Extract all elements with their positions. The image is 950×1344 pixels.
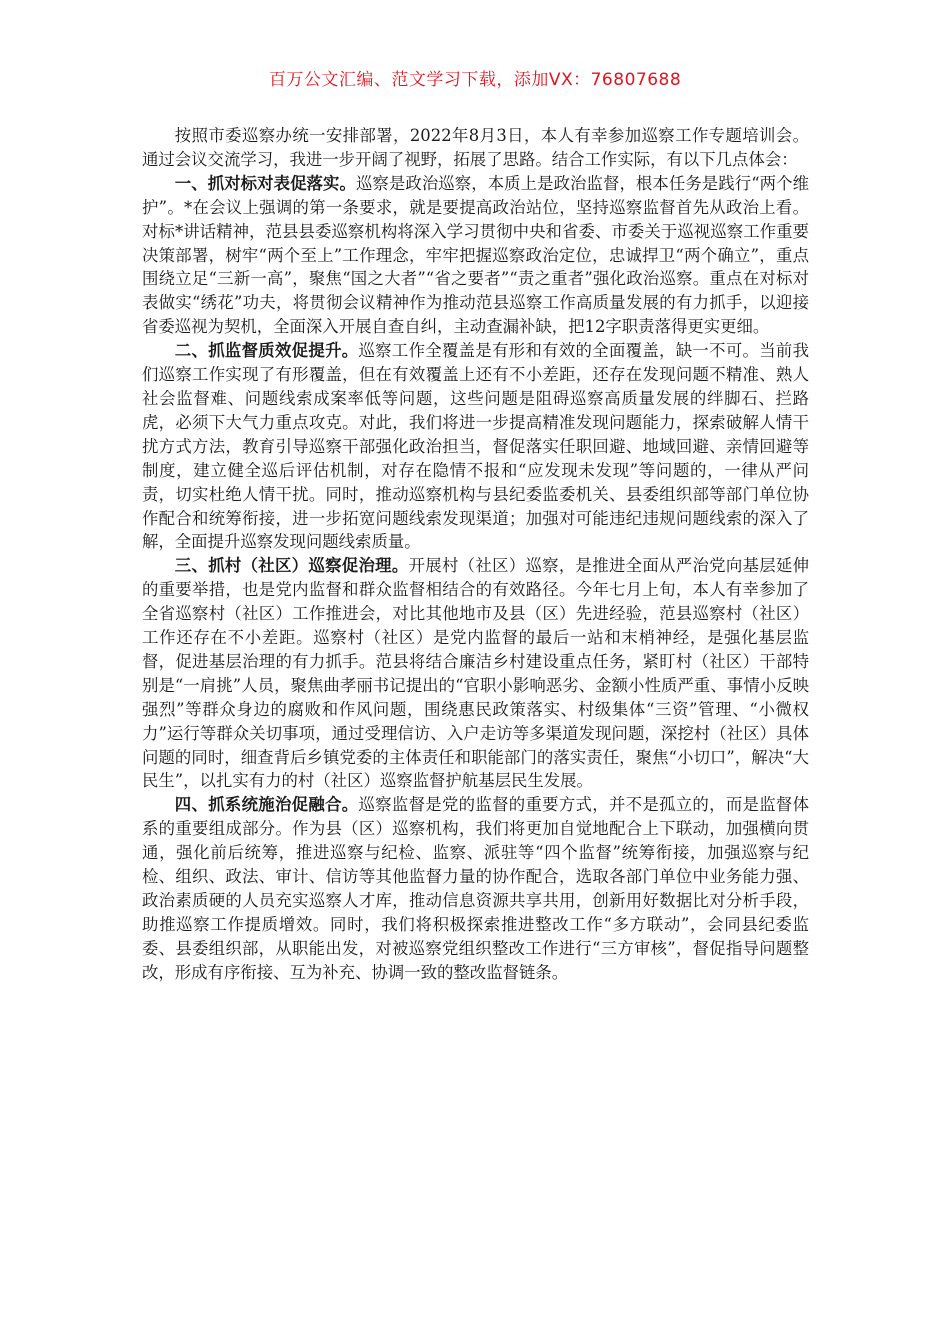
section-paragraph-3 <box>142 554 809 793</box>
section-paragraph-1 <box>142 172 809 339</box>
section-heading-2: 二、抓监督质效促提升。 <box>174 341 359 361</box>
section-heading-3: 三、抓村（社区）巡察促治理。 <box>174 556 409 576</box>
header-banner: 百万公文汇编、范文学习下载，添加VX：76807688 <box>268 70 682 90</box>
section-heading-4: 四、抓系统施治促融合。 <box>174 795 359 815</box>
section-paragraph-2 <box>142 339 809 554</box>
section-text-2: 巡察工作全覆盖是有形和有效的全面覆盖，缺一不可。当前我们巡察工作实现了有形覆盖，但在有效覆盖上还有不小差距，还存在发现问题不精准、熟人社会监督难、问题线索成案率低等问题，这些问题是阻碍巡察高质量发展的绊脚石、拦路虎，必须下大气力重点攻克。对此，我们将进一步提高精准发现问题能力，探索破解人情干扰方式方法，教育引导巡察干部强化政治担当，督促落实任职回避、地域回避、亲情回避等制度，建立健全巡后评估机制，对存在隐情不报和“应发现未发现”等问题的，一律从严问责，切实杜绝人情干扰。同时，推动巡察机构与县纪委监委机关、县委组织部等部门单位协作配合和统筹衔接，进一步拓宽问题线索发现渠道；加强对可能违纪违规问题线索的深入了解，全面提升巡察发现问题线索质量。 <box>142 341 810 552</box>
intro-paragraph: 按照市委巡察办统一安排部署，2022年8月3日，本人有幸参加巡察工作专题培训会。通过会议交流学习，我进一步开阔了视野，拓展了思路。结合工作实际，有以下几点体会： <box>142 126 809 169</box>
section-text-4: 巡察监督是党的监督的重要方式，并不是孤立的，而是监督体系的重要组成部分。作为县（区）巡察机构，我们将更加自觉地配合上下联动，加强横向贯通，强化前后统筹，推进巡察与纪检、监察、派驻等“四个监督”统筹衔接，加强巡察与纪检、组织、政法、审计、信访等其他监督力量的协作配合，选取各部门单位中业务能力强、政治素质硬的人员充实巡察人才库，推动信息资源共享共用，创新用好数据比对分析手段，助推巡察工作提质增效。同时，我们将积极探索推进整改工作“多方联动”，会同县纪委监委、县委组织部，从职能出发，对被巡察党组织整改工作进行“三方审核”，督促指导问题整改，形成有序衔接、互为补充、协调一致的整改监督链条。 <box>142 795 810 982</box>
section-paragraph-4 <box>142 793 809 984</box>
document-body <box>142 124 809 985</box>
section-heading-1: 一、抓对标对表促落实。 <box>174 173 356 193</box>
section-text-3: 开展村（社区）巡察，是推进全面从严治党向基层延伸的重要举措，也是党内监督和群众监督相结合的有效路径。今年七月上旬，本人有幸参加了全省巡察村（社区）工作推进会，对比其他地市及县（区）先进经验，范县巡察村（社区）工作还存在不小差距。巡察村（社区）是党内监督的最后一站和末梢神经，是强化基层监督，促进基层治理的有力抓手。范县将结合廉洁乡村建设重点任务，紧盯村（社区）干部特别是“一肩挑”人员，聚焦曲孝丽书记提出的“官职小影响恶劣、金额小性质严重、事情小反映强烈”等群众身边的腐败和作风问题，围绕惠民政策落实、村级集体“三资”管理、“小微权力”运行等群众关切事项，通过受理信访、入户走访等多渠道发现问题，深挖村（社区）具体问题的同时，细查背后乡镇党委的主体责任和职能部门的落实责任，聚焦“小切口”，解决“大民生”，以扎实有力的村（社区）巡察监督护航基层民生发展。 <box>142 556 810 791</box>
section-text-1: 巡察是政治巡察，本质上是政治监督，根本任务是践行“两个维护”。*在会议上强调的第一条要求，就是要提高政治站位，坚持巡察监督首先从政治上看。对标*讲话精神，范县县委巡察机构将深入学习贯彻中央和省委、市委关于巡视巡察工作重要决策部署，树牢“两个至上”工作理念，牢牢把握巡察政治定位，忠诚捍卫“两个确立”，重点围绕立足“三新一高”，聚焦“国之大者”“省之要者”“责之重者”强化政治巡察。重点在对标对表做实“绣花”功夫，将贯彻会议精神作为推动范县巡察工作高质量发展的有力抓手，以迎接省委巡视为契机，全面深入开展自查自纠，主动查漏补缺，把12字职责落得更实更细。 <box>142 173 809 337</box>
